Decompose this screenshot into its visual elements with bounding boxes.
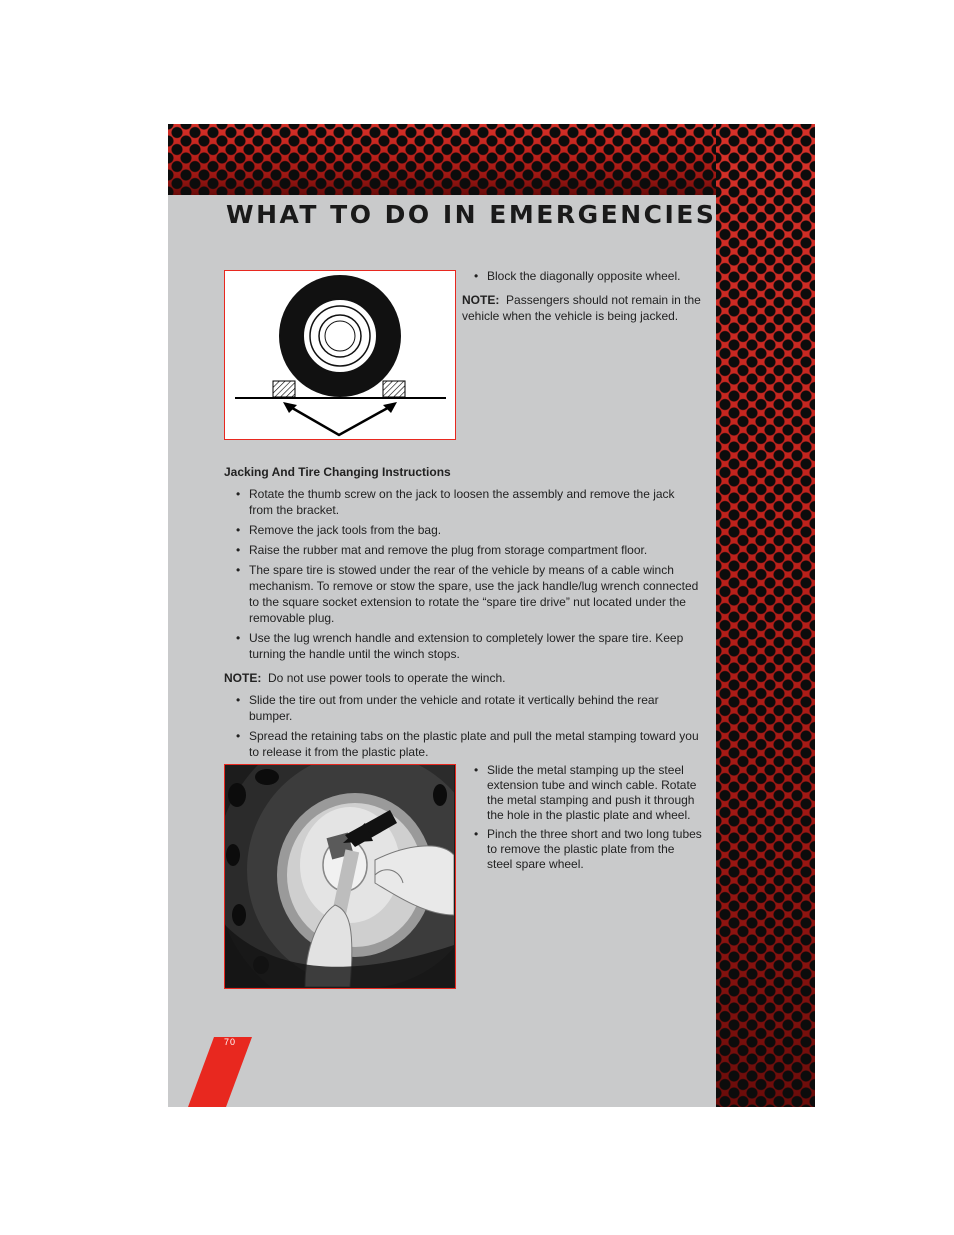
page-title: WHAT TO DO IN EMERGENCIES — [226, 200, 717, 229]
note-text: Passengers should not remain in the vehicle when the vehicle is being jacked. — [462, 293, 701, 323]
page-number: 70 — [224, 1037, 237, 1047]
side-mesh-pattern — [716, 124, 815, 1107]
page-number-tab — [188, 1037, 252, 1107]
section-heading: Jacking And Tire Changing Instructions — [224, 465, 451, 479]
list-item: • Pinch the three short and two long tubes to remove the plastic plate from the steel spare wheel. — [462, 827, 702, 872]
spare-wheel-illustration — [224, 764, 456, 989]
main-section — [224, 464, 699, 764]
list-item: • Slide the tire out from under the vehicle and rotate it vertically behind the rear bumper. — [224, 692, 699, 724]
list-item: • Block the diagonally opposite wheel. — [462, 268, 707, 284]
note-paragraph — [224, 670, 699, 686]
note-text: Do not use power tools to operate the winch. — [268, 671, 506, 685]
list-item: • Rotate the thumb screw on the jack to loosen the assembly and remove the jack from the bracket. — [224, 486, 699, 518]
note-label: NOTE: — [462, 293, 500, 307]
list-item: • Use the lug wrench handle and extension to completely lower the spare tire. Keep turning the handle until the winch stops. — [224, 630, 699, 662]
note-paragraph — [462, 292, 707, 324]
list-item: • Raise the rubber mat and remove the plug from storage compartment floor. — [224, 542, 699, 558]
top-right-text — [462, 268, 707, 324]
note-label: NOTE: — [224, 671, 262, 685]
wheel-chock-illustration — [224, 270, 456, 440]
list-item: • The spare tire is stowed under the rear of the vehicle by means of a cable winch mechanism. To remove or stow the spare, use the jack handle/lug wrench connected to the square socket extension to rotate the “spare tire drive” nut located under the removable plug. — [224, 562, 699, 626]
spare-wheel-icon — [225, 765, 454, 987]
list-item: • Spread the retaining tabs on the plastic plate and pull the metal stamping toward you to release it from the plastic plate. — [224, 728, 699, 760]
list-item: • Remove the jack tools from the bag. — [224, 522, 699, 538]
wheel-chock-icon — [225, 271, 454, 438]
list-item: • Slide the metal stamping up the steel extension tube and winch cable. Rotate the metal stamping and push it through the hole in the plastic plate and wheel. — [462, 763, 702, 823]
bottom-right-text — [462, 763, 702, 876]
page — [168, 124, 815, 1107]
